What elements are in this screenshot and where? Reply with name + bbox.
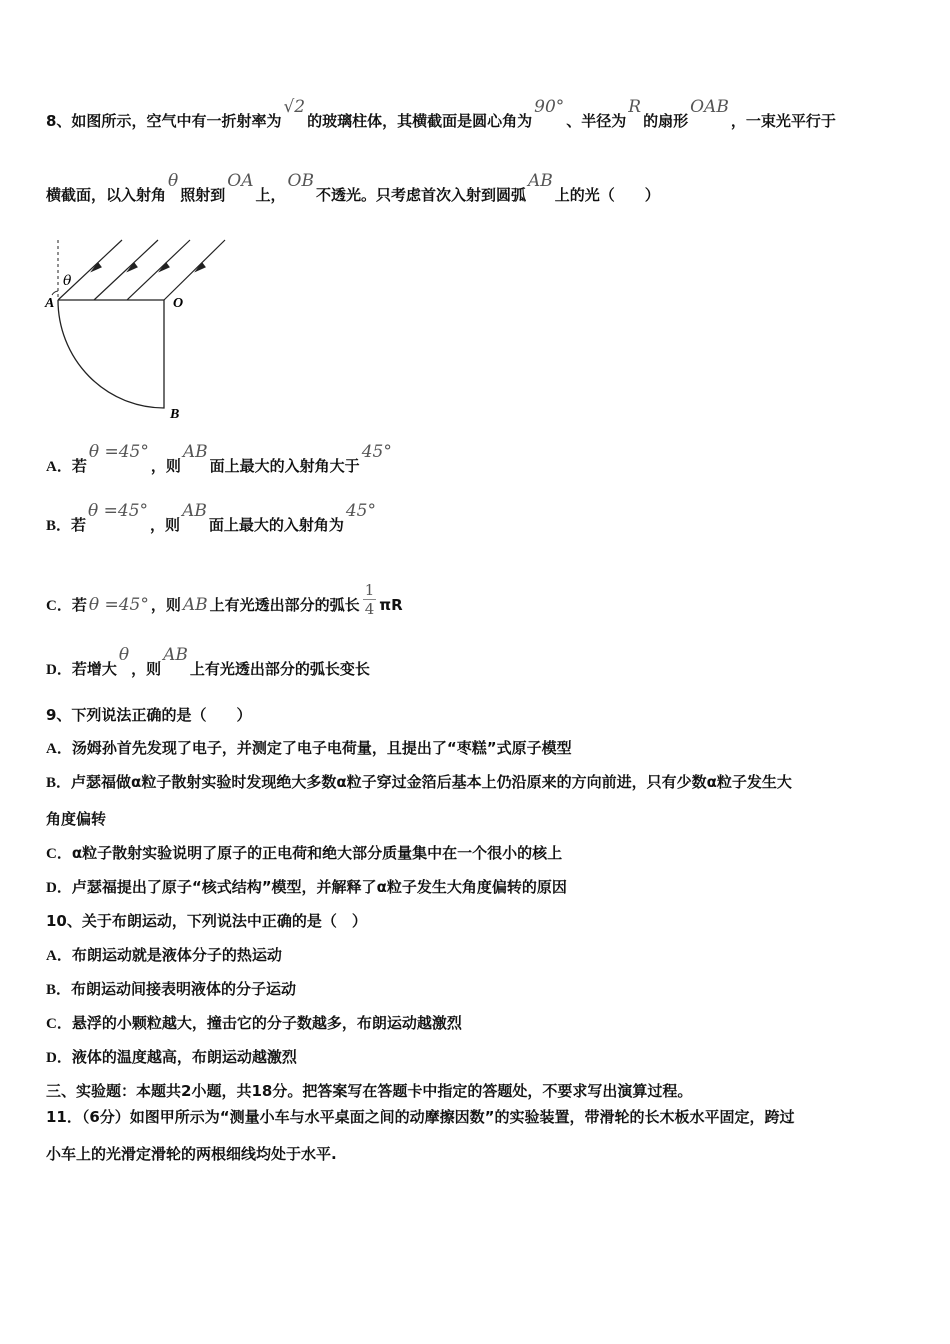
math-expression: AB	[182, 501, 207, 521]
text-segment: 若	[71, 457, 87, 475]
text-segment: ，则	[150, 457, 181, 475]
fraction-numerator: 1	[364, 581, 375, 599]
option-label: A．	[46, 459, 72, 475]
math-expression: R	[628, 97, 642, 117]
label-b: B	[170, 407, 180, 422]
text-line	[46, 1106, 795, 1127]
text-segment: 面上最大的入射角为	[208, 516, 344, 534]
text-segment: 的玻璃柱体，其横截面是圆心角为	[307, 112, 533, 130]
text-segment: 布朗运动就是液体分子的热运动	[71, 946, 282, 964]
angle-arc	[52, 291, 58, 295]
option-label: A．	[46, 741, 72, 757]
text-segment: ，则	[131, 660, 162, 678]
text-segment: πR	[379, 596, 403, 614]
text-line	[46, 737, 572, 758]
label-a: A	[45, 296, 55, 311]
option-label: B．	[46, 982, 72, 998]
text-segment: 若	[71, 596, 87, 614]
text-segment: 上有光透出部分的弧长	[209, 596, 360, 614]
text-segment: 若增大	[71, 660, 117, 678]
text-segment: 上有光透出部分的弧长变长	[189, 660, 370, 678]
text-segment: ，则	[150, 516, 181, 534]
incident-rays	[58, 240, 225, 300]
text-segment: 三、实验题：本题共2小题，共18分。把答案写在答题卡中指定的答题处，不要求写出演算过程。	[46, 1082, 693, 1100]
label-theta: θ	[63, 273, 72, 289]
text-segment: 横截面，以入射角	[46, 186, 167, 204]
math-expression: AB	[163, 645, 188, 665]
option-label: B．	[46, 775, 72, 791]
text-segment: 面上最大的入射角大于	[209, 457, 360, 475]
text-line	[46, 442, 394, 476]
text-line	[46, 808, 106, 829]
option-label: B．	[46, 518, 72, 534]
text-segment: 照射到	[180, 186, 226, 204]
text-segment: α粒子散射实验说明了原子的正电荷和绝大部分质量集中在一个很小的核上	[71, 844, 563, 862]
math-expression: AB	[182, 442, 208, 462]
option-label: D．	[46, 1050, 72, 1066]
text-line	[46, 1080, 692, 1101]
text-line	[46, 944, 282, 965]
math-expression: θ =45°	[88, 442, 149, 462]
text-segment: 小车上的光滑定滑轮的两根细线均处于水平.	[46, 1145, 337, 1163]
text-line	[46, 581, 403, 624]
math-expression: OB	[287, 171, 314, 191]
text-segment: 悬浮的小颗粒越大，撞击它的分子数越多，布朗运动越激烈	[71, 1014, 462, 1032]
text-segment: 液体的温度越高，布朗运动越激烈	[71, 1048, 297, 1066]
text-line	[46, 1046, 297, 1067]
sector-diagram	[40, 235, 240, 425]
text-segment: 汤姆孙首先发现了电子，并测定了电子电荷量，且提出了“枣糕”式原子模型	[71, 739, 572, 757]
text-segment: 9、下列说法正确的是（ ）	[46, 706, 252, 724]
text-line	[46, 501, 378, 535]
option-label: C．	[46, 598, 72, 614]
text-line	[46, 842, 562, 863]
math-expression: 45°	[361, 442, 392, 462]
math-expression: OAB	[690, 97, 729, 117]
text-segment: 若	[71, 516, 87, 534]
math-expression: θ	[118, 645, 130, 665]
text-line	[46, 978, 296, 999]
text-segment: 8、如图所示，空气中有一折射率为	[46, 112, 282, 130]
fraction	[363, 581, 377, 618]
option-label: A．	[46, 948, 72, 964]
fraction-denominator: 4	[364, 600, 375, 618]
text-line	[46, 1012, 462, 1033]
text-line	[46, 1143, 337, 1164]
option-label: D．	[46, 880, 72, 896]
text-segment: 上，	[255, 186, 286, 204]
math-expression: AB	[182, 595, 208, 615]
option-label: D．	[46, 662, 72, 678]
text-segment: 卢瑟福做α粒子散射实验时发现绝大多数α粒子穿过金箔后基本上仍沿原来的方向前进，只有少数α粒子发生大	[71, 773, 792, 791]
text-segment: 不透光。只考虑首次入射到圆弧	[315, 186, 526, 204]
math-expression: θ =45°	[88, 501, 149, 521]
sector-shape	[58, 300, 164, 408]
text-segment: 、半径为	[566, 112, 627, 130]
text-segment: 角度偏转	[46, 810, 107, 828]
math-expression: √2	[283, 97, 306, 117]
text-segment: 卢瑟福提出了原子“核式结构”模型，并解释了α粒子发生大角度偏转的原因	[71, 878, 567, 896]
option-label: C．	[46, 846, 72, 862]
text-segment: 布朗运动间接表明液体的分子运动	[71, 980, 297, 998]
text-segment: ，一束光平行于	[730, 112, 836, 130]
text-line	[46, 645, 370, 679]
text-line	[46, 910, 367, 931]
option-label: C．	[46, 1016, 72, 1032]
math-expression: 90°	[534, 97, 565, 117]
text-segment: 的扇形	[643, 112, 689, 130]
text-segment: 11．（6分）如图甲所示为“测量小车与水平桌面之间的动摩擦因数”的实验装置，带滑轮的长木板水平固定，跨过	[46, 1108, 795, 1126]
math-expression: AB	[527, 171, 553, 191]
text-segment: 10、关于布朗运动，下列说法中正确的是（ ）	[46, 912, 367, 930]
text-segment: ，则	[150, 596, 181, 614]
math-expression: OA	[227, 171, 254, 191]
label-o: O	[173, 296, 184, 311]
text-line	[46, 771, 792, 792]
math-expression: θ =45°	[88, 595, 149, 615]
text-line	[46, 704, 251, 725]
text-line	[46, 171, 660, 205]
text-line	[46, 97, 836, 131]
text-segment: 上的光（ ）	[554, 186, 660, 204]
text-line	[46, 876, 567, 897]
math-expression: θ	[168, 171, 179, 191]
math-expression: 45°	[345, 501, 376, 521]
